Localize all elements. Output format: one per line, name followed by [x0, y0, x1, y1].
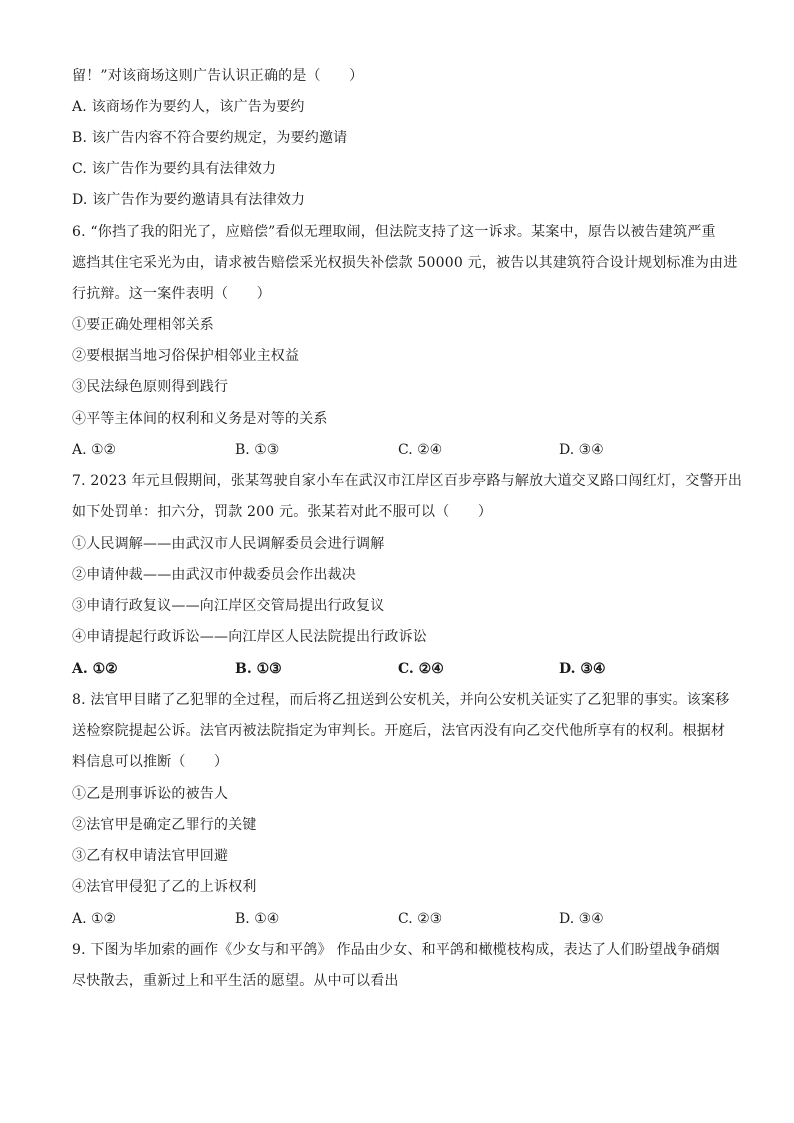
q9-stem-line1: 9. 下图为毕加索的画作《少女与和平鸽》 作品由少女、和平鸽和橄榄枝构成，表达了人们盼望战争硝烟 — [72, 942, 720, 958]
q7-choice-d: D. ③④ — [559, 661, 606, 677]
q7-statement-4: ④申请提起行政诉讼——向江岸区人民法院提出行政诉讼 — [72, 629, 427, 645]
q9-stem-line2: 尽快散去，重新过上和平生活的愿望。从中可以看出 — [72, 973, 399, 989]
q6-choice-c: C. ②④ — [398, 442, 443, 458]
q8-stem-line2: 送检察院提起公诉。法官丙被法院指定为审判长。开庭后，法官丙没有向乙交代他所享有的权利。根据材 — [72, 723, 726, 739]
q6-stem-line1: 6. “你挡了我的阳光了，应赔偿”看似无理取闹，但法院支持了这一诉求。某案中，原告以被告建筑严重 — [72, 224, 716, 240]
q8-choice-a: A. ①② — [72, 911, 117, 927]
q6-statement-2: ②要根据当地习俗保护相邻业主权益 — [72, 348, 300, 364]
q6-statement-3: ③民法绿色原则得到践行 — [72, 379, 229, 395]
q6-stem-line2: 遮挡其住宅采光为由，请求被告赔偿采光权损失补偿款 50000 元，被告以其建筑符合设计规划标准为由进 — [72, 255, 738, 271]
q8-stem-line3: 料信息可以推断（ ） — [72, 754, 229, 770]
q8-statement-4: ④法官甲侵犯了乙的上诉权利 — [72, 879, 257, 895]
q8-statement-2: ②法官甲是确定乙罪行的关键 — [72, 817, 257, 833]
q7-stem-line1: 7. 2023 年元旦假期间，张某驾驶自家小车在武汉市江岸区百步亭路与解放大道交叉路口闯红灯，交警开出 — [72, 473, 743, 489]
q7-statement-1: ①人民调解——由武汉市人民调解委员会进行调解 — [72, 536, 385, 552]
q6-choice-b: B. ①③ — [235, 442, 280, 458]
q6-choice-a: A. ①② — [72, 442, 117, 458]
q8-choice-c: C. ②③ — [398, 911, 443, 927]
q5-stem-tail: 留！”对该商场这则广告认识正确的是（ ） — [72, 68, 364, 84]
q7-stem-line2: 如下处罚单：扣六分，罚款 200 元。张某若对此不服可以（ ） — [72, 504, 493, 520]
q8-statement-1: ①乙是刑事诉讼的被告人 — [72, 786, 229, 802]
q5-option-d: D. 该广告作为要约邀请具有法律效力 — [72, 192, 306, 208]
q6-statement-4: ④平等主体间的权利和义务是对等的关系 — [72, 411, 328, 427]
q8-choice-b: B. ①④ — [235, 911, 280, 927]
q7-choice-a: A. ①② — [72, 661, 118, 677]
q8-statement-3: ③乙有权申请法官甲回避 — [72, 848, 229, 864]
q6-statement-1: ①要正确处理相邻关系 — [72, 317, 214, 333]
q8-choice-d: D. ③④ — [559, 911, 604, 927]
q7-choice-c: C. ②④ — [398, 661, 444, 677]
q8-stem-line1: 8. 法官甲目睹了乙犯罪的全过程，而后将乙扭送到公安机关，并向公安机关证实了乙犯罪的事实。该案移 — [72, 692, 730, 708]
q7-statement-2: ②申请仲裁——由武汉市仲裁委员会作出裁决 — [72, 567, 356, 583]
q5-option-a: A. 该商场作为要约人，该广告为要约 — [72, 99, 305, 115]
q5-option-c: C. 该广告作为要约具有法律效力 — [72, 161, 277, 177]
q7-choice-b: B. ①③ — [235, 661, 282, 677]
q6-choice-d: D. ③④ — [559, 442, 604, 458]
q5-option-b: B. 该广告内容不符合要约规定，为要约邀请 — [72, 130, 348, 146]
q7-statement-3: ③申请行政复议——向江岸区交管局提出行政复议 — [72, 598, 385, 614]
q6-stem-line3: 行抗辩。这一案件表明（ ） — [72, 286, 271, 302]
